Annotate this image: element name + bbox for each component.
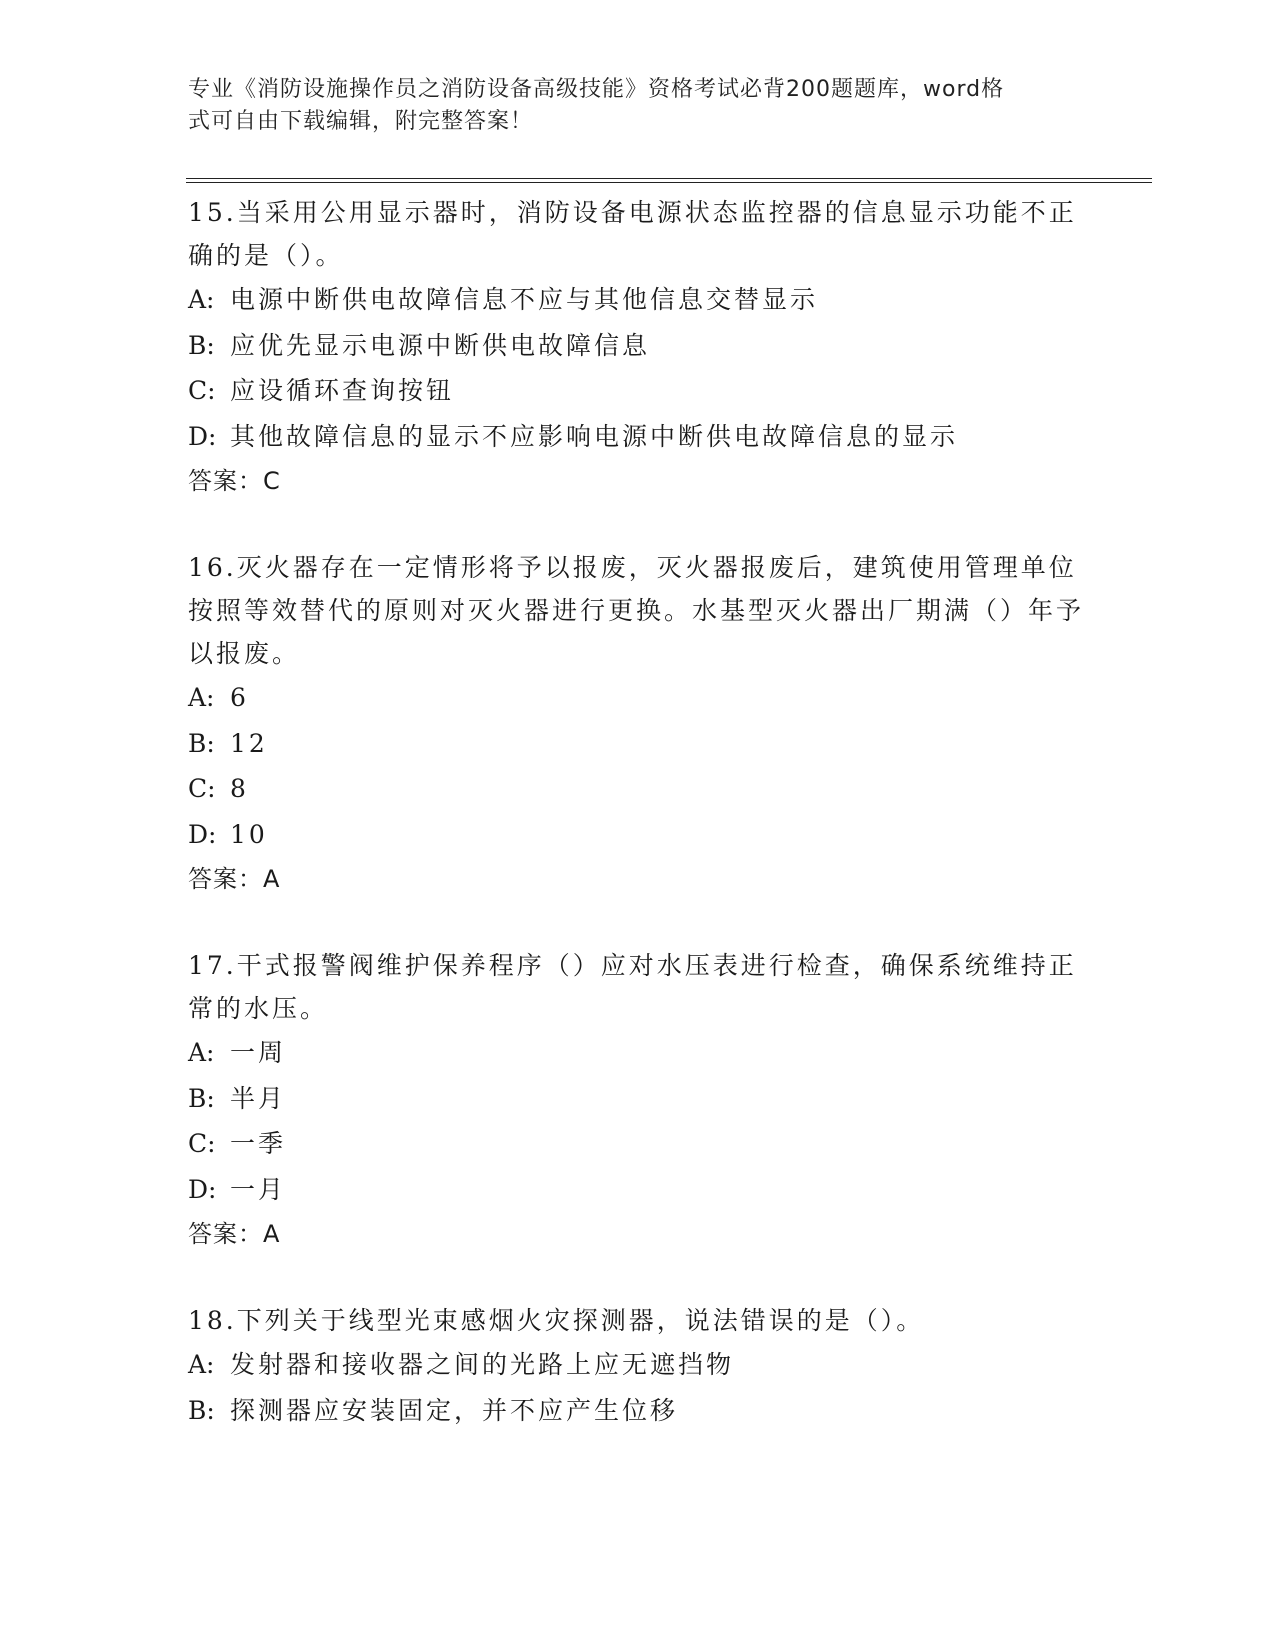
option-text: 一周	[230, 1038, 287, 1067]
answer-label: 答案：A	[188, 865, 281, 893]
option-letter: D:	[188, 819, 217, 849]
question-15	[188, 188, 1088, 504]
option-letter: C:	[188, 774, 216, 803]
option-a	[188, 675, 1088, 721]
option-letter: A:	[188, 1038, 215, 1067]
question-16	[188, 543, 1088, 902]
option-a	[188, 1342, 1088, 1388]
option-letter: D:	[188, 1174, 217, 1204]
option-letter: B:	[188, 330, 215, 360]
option-a	[188, 277, 1088, 323]
option-letter: B:	[188, 1083, 215, 1113]
option-letter: C:	[188, 376, 216, 405]
question-17	[188, 941, 1088, 1257]
option-text: 探测器应安装固定，并不应产生位移	[230, 1395, 679, 1425]
option-letter: C:	[188, 1129, 216, 1158]
option-text: 一月	[230, 1174, 287, 1204]
option-a	[188, 1030, 1088, 1076]
option-d	[188, 1167, 1088, 1213]
answer-label: 答案：C	[188, 467, 281, 495]
option-letter: A:	[188, 683, 215, 712]
option-b	[188, 721, 1088, 767]
option-b	[188, 323, 1088, 369]
option-text: 12	[230, 728, 268, 758]
option-text: 电源中断供电故障信息不应与其他信息交替显示	[230, 285, 819, 314]
option-text: 6	[230, 683, 249, 712]
option-letter: B:	[188, 728, 215, 758]
document-header	[188, 74, 1068, 138]
option-b	[188, 1076, 1088, 1122]
option-text: 应设循环查询按钮	[230, 376, 455, 405]
option-c	[188, 368, 1088, 414]
option-text: 发射器和接收器之间的光路上应无遮挡物	[230, 1350, 735, 1379]
header-line-1: 专业《消防设施操作员之消防设备高级技能》资格考试必背200题题库，word格	[188, 77, 1005, 102]
question-text: 15.当采用公用显示器时，消防设备电源状态监控器的信息显示功能不正确的是（）。	[188, 198, 1077, 270]
option-c	[188, 1121, 1088, 1167]
option-text: 半月	[230, 1083, 287, 1113]
question-list	[188, 188, 1088, 1433]
header-line-2: 式可自由下载编辑，附完整答案！	[188, 109, 534, 134]
option-text: 其他故障信息的显示不应影响电源中断供电故障信息的显示	[230, 421, 959, 451]
option-letter: A:	[188, 1350, 215, 1379]
option-text: 应优先显示电源中断供电故障信息	[230, 330, 651, 360]
question-18	[188, 1296, 1088, 1433]
header-divider	[186, 178, 1152, 183]
question-text: 17.干式报警阀维护保养程序（）应对水压表进行检查，确保系统维持正常的水压。	[188, 951, 1077, 1023]
option-c	[188, 766, 1088, 812]
option-letter: B:	[188, 1395, 215, 1425]
option-text: 10	[230, 819, 268, 849]
question-text: 18.下列关于线型光束感烟火灾探测器，说法错误的是（）。	[188, 1306, 925, 1335]
option-d	[188, 812, 1088, 858]
question-text: 16.灭火器存在一定情形将予以报废，灭火器报废后，建筑使用管理单位按照等效替代的原则对灭火器进行更换。水基型灭火器出厂期满（）年予以报废。	[188, 553, 1085, 668]
option-text: 一季	[230, 1129, 287, 1158]
answer-label: 答案：A	[188, 1220, 281, 1248]
option-letter: A:	[188, 285, 215, 314]
option-d	[188, 414, 1088, 460]
option-b	[188, 1388, 1088, 1434]
option-text: 8	[230, 774, 249, 803]
option-letter: D:	[188, 421, 217, 451]
